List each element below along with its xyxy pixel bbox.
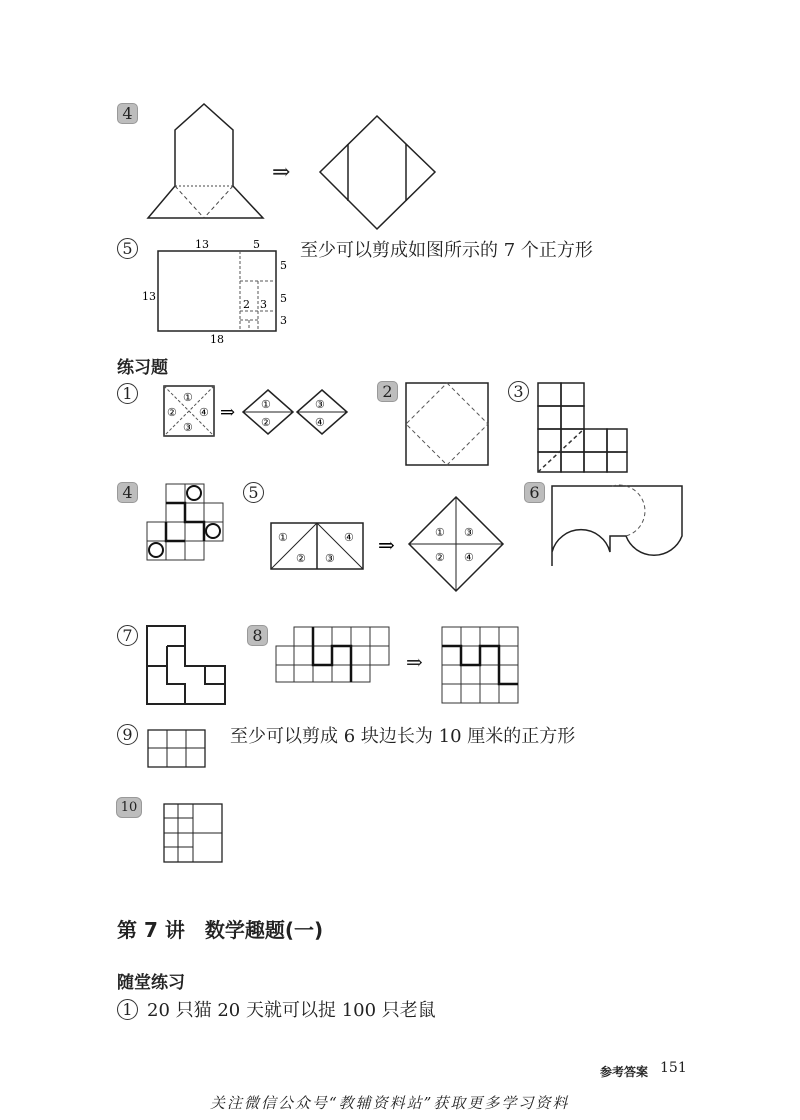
- item-5-rectangle-figure: [140, 236, 290, 348]
- practice-1-number: 1: [117, 383, 138, 404]
- practice-8-figure-right: [440, 625, 522, 705]
- practice-4-figure: [145, 482, 227, 562]
- practice-2-number: 2: [377, 381, 398, 402]
- practice-3-number: 3: [508, 381, 529, 402]
- item-4-arrow: ⇒: [272, 160, 291, 185]
- label-5-top: 5: [253, 238, 260, 251]
- p5-left-3: ③: [325, 552, 335, 565]
- label-2-inner: 2: [243, 298, 250, 311]
- label-5-right-b: 5: [280, 292, 287, 305]
- p5-left-2: ②: [296, 552, 306, 565]
- label-18-bottom: 18: [210, 333, 224, 346]
- practice-7-number: 7: [117, 625, 138, 646]
- p1-circle-4: ④: [199, 406, 209, 419]
- p1-right-b-3: ③: [315, 398, 325, 411]
- label-13-top: 13: [195, 238, 209, 251]
- lecture-title: 第 7 讲 数学趣题(一): [117, 918, 324, 942]
- p5-right-2: ②: [435, 551, 445, 564]
- section-heading: 随堂练习: [117, 973, 185, 993]
- practice-8-number: 8: [247, 625, 268, 646]
- p5-right-3: ③: [464, 526, 474, 539]
- label-5-right-a: 5: [280, 259, 287, 272]
- practice-10-number: 10: [116, 797, 142, 818]
- practice-9-text: 至少可以剪成 6 块边长为 10 厘米的正方形: [230, 726, 576, 747]
- practice-5-figure: [268, 494, 508, 594]
- p1-right-b-4: ④: [315, 416, 325, 429]
- practice-6-figure: [550, 484, 690, 569]
- practice-1-figure: [160, 382, 360, 442]
- p5-left-1: ①: [278, 531, 288, 544]
- practice-4-number: 4: [117, 482, 138, 503]
- practice-10-figure: [162, 802, 224, 864]
- p5-arrow: ⇒: [378, 533, 395, 557]
- item-4-number: 4: [117, 103, 138, 124]
- practice-6-number: 6: [524, 482, 545, 503]
- page-number: 151: [660, 1060, 687, 1076]
- item-4-figure-right: [318, 114, 438, 234]
- practice-8-arrow: ⇒: [406, 650, 423, 674]
- lecture-q1-number: 1: [117, 999, 138, 1020]
- p1-right-a-1: ①: [261, 398, 271, 411]
- practice-5-number: 5: [243, 482, 264, 503]
- item-5-number: 5: [117, 238, 138, 259]
- practice-8-figure-left: [274, 625, 394, 685]
- label-13-left: 13: [142, 290, 156, 303]
- label-3-inner: 3: [260, 298, 267, 311]
- p1-circle-1: ①: [183, 391, 193, 404]
- p5-left-4: ④: [344, 531, 354, 544]
- promo-banner: 关注微信公众号“教辅资料站”获取更多学习资料: [210, 1094, 570, 1112]
- item-4-figure-left: [140, 100, 270, 225]
- footer-label: 参考答案: [600, 1065, 649, 1079]
- label-3-right: 3: [280, 314, 287, 327]
- p5-right-1: ①: [435, 526, 445, 539]
- practice-2-figure: [404, 381, 490, 467]
- p5-right-4: ④: [464, 551, 474, 564]
- p1-right-a-2: ②: [261, 416, 271, 429]
- p1-arrow: ⇒: [220, 402, 236, 423]
- p1-circle-3: ③: [183, 421, 193, 434]
- practice-7-figure: [145, 624, 230, 709]
- item-5-text: 至少可以剪成如图所示的 7 个正方形: [300, 240, 593, 261]
- lecture-q1-text: 20 只猫 20 天就可以捉 100 只老鼠: [147, 1000, 436, 1021]
- p1-circle-2: ②: [167, 406, 177, 419]
- practice-heading: 练习题: [117, 358, 168, 378]
- practice-3-figure: [536, 381, 631, 476]
- practice-9-figure: [146, 728, 208, 770]
- practice-9-number: 9: [117, 724, 138, 745]
